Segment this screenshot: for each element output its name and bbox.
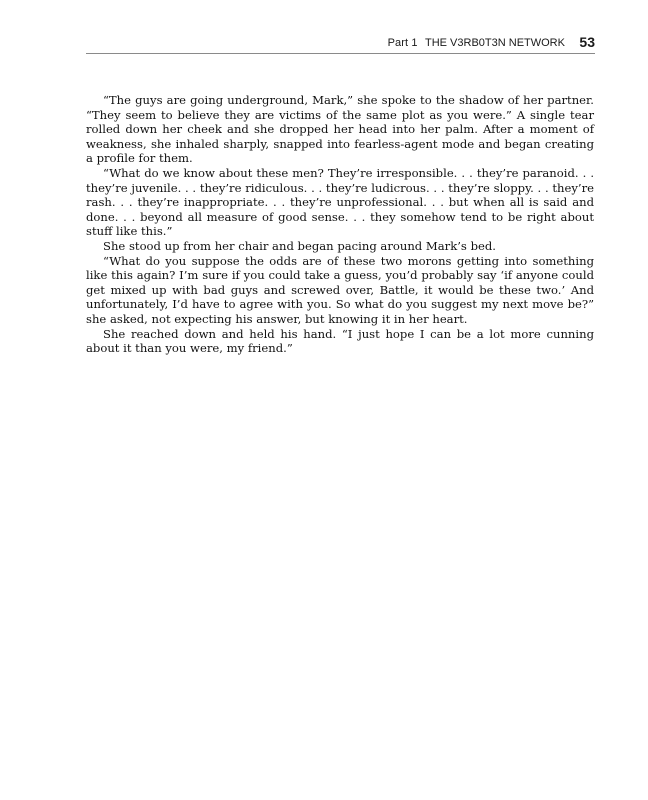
paragraph: “The guys are going underground, Mark,” she spoke to the shadow of her partner. “They seem to believe they are victims of the same plot as you were.” A single tear rolled down her cheek and she dropped her head into her palm. After a moment of weakness, she inhaled sharply, snapped into fearless-agent mode and began creating a profile for them. bbox=[86, 93, 594, 166]
paragraph: “What do we know about these men? They’re irresponsible. . . they’re paranoid. . . they’re juvenile. . . they’re ridiculous. . . they’re ludicrous. . . they’re sloppy. . . they’re rash. . . they’re inappropriate. . . they’re unprofessional. . . but when all is said and done. . . beyond all measure of good sense. . . they somehow tend to be right about stuff like this.” bbox=[86, 165, 594, 239]
paragraph: “What do you suppose the odds are of these two morons getting into something like this again? I’m sure if you could take a guess, you’d probably say ‘if anyone could get mixed up with bad guys and screwed over, Battle, it would be these two.’ And unfortunately, I’d have to agree with you. So what do you suggest my next move be?” she asked, not expecting his answer, but knowing it in her heart. bbox=[86, 253, 594, 326]
page-number: 53 bbox=[579, 34, 595, 50]
running-header bbox=[86, 33, 595, 51]
header-rule bbox=[86, 53, 595, 54]
part-label: Part 1 bbox=[387, 37, 418, 49]
paragraph: She stood up from her chair and began pacing around Mark’s bed. bbox=[103, 238, 496, 253]
body-text bbox=[86, 93, 594, 356]
paragraph: She reached down and held his hand. “I just hope I can be a lot more cunning about it than you were, my friend.” bbox=[86, 326, 594, 356]
book-title: THE V3RB0T3N NETWORK bbox=[425, 37, 565, 49]
